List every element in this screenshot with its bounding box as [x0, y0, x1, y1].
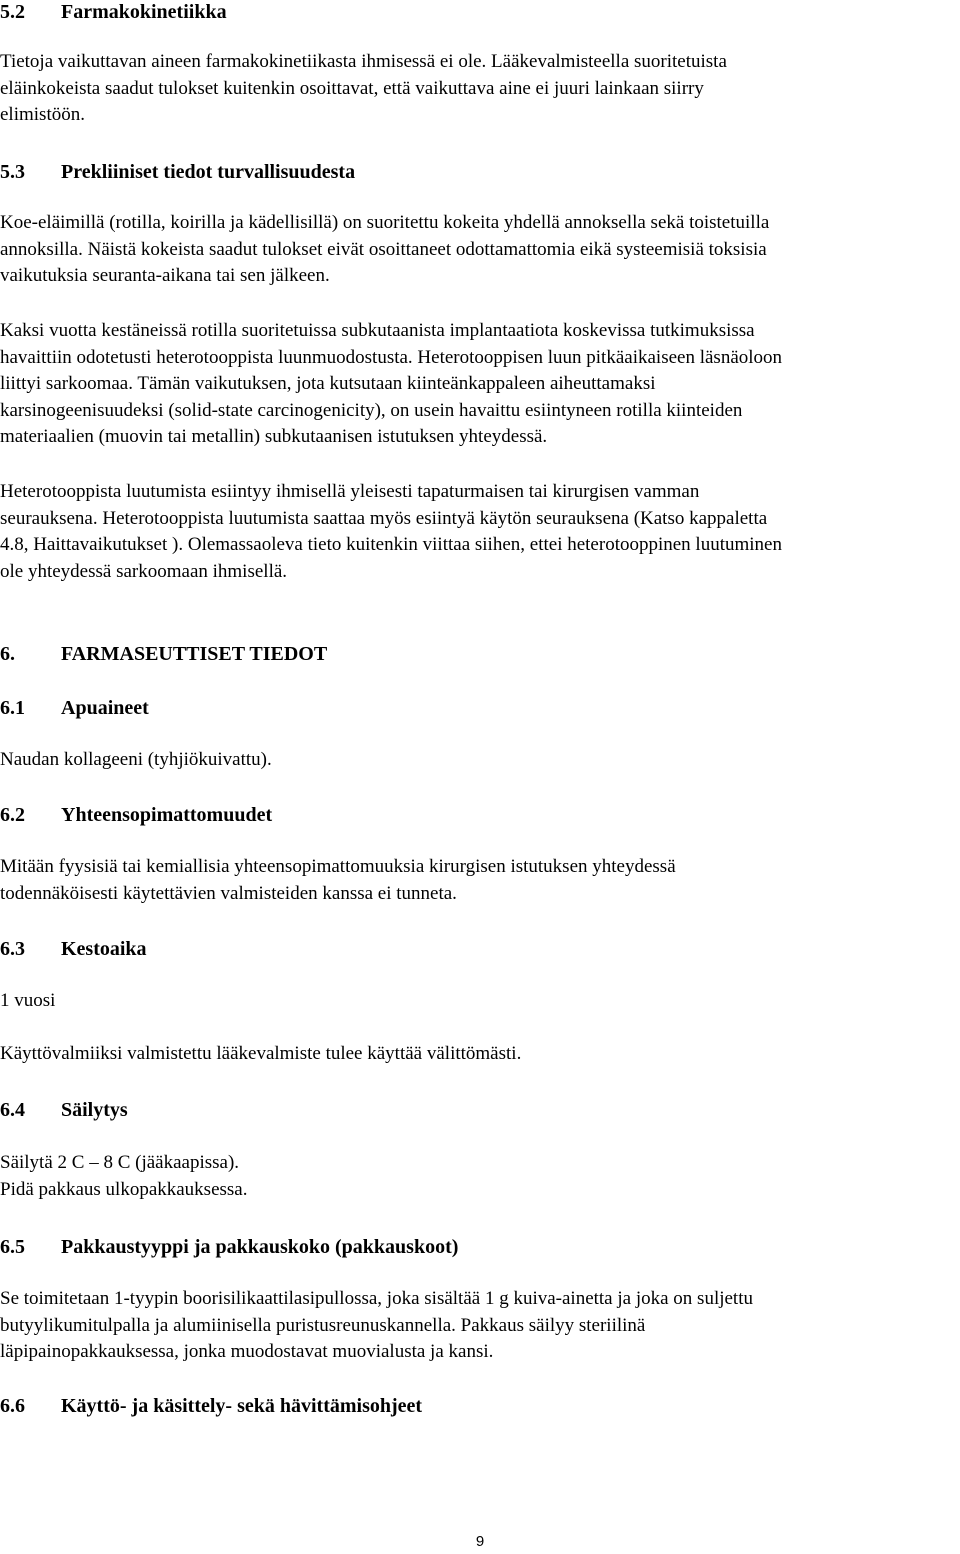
section-number: 6. — [0, 643, 15, 665]
section-title: Pakkaustyyppi ja pakkauskoko (pakkauskoot) — [61, 1236, 459, 1258]
section-number: 6.3 — [0, 938, 25, 960]
paragraph-preclinical-3 — [0, 479, 958, 585]
text-line: Naudan kollageeni (tyhjiökuivattu). — [0, 749, 272, 770]
paragraph-storage — [0, 1150, 958, 1203]
section-title: Apuaineet — [61, 697, 149, 719]
section-heading-6-2 — [0, 803, 272, 827]
text-line: Koe-eläimillä (rotilla, koirilla ja kädellisillä) on suoritettu kokeita yhdellä annoksella sekä toistetuilla — [0, 212, 770, 233]
paragraph-packaging — [0, 1286, 958, 1366]
text-line: läpipainopakkauksessa, jonka muodostavat muovialusta ja kansi. — [0, 1341, 494, 1362]
section-number: 6.6 — [0, 1395, 25, 1417]
section-title: Kestoaika — [61, 938, 147, 960]
paragraph-preclinical-2 — [0, 318, 958, 451]
text-line: eläinkokeista saadut tulokset kuitenkin osoittavat, että vaikuttava aine ei juuri lainkaan siirry — [0, 77, 704, 99]
text-line: elimistöön. — [0, 104, 85, 125]
section-number: 6.1 — [0, 697, 25, 719]
paragraph-preclinical-1 — [0, 210, 958, 290]
paragraph-shelf-life — [0, 988, 958, 1015]
text-line: karsinogeenisuudeksi (solid-state carcinogenicity), on usein havaittu esiintyneen rotilla kiinteiden — [0, 399, 743, 421]
section-title: Prekliiniset tiedot turvallisuudesta — [61, 161, 356, 183]
section-heading-5-3 — [0, 160, 355, 184]
section-number: 6.5 — [0, 1236, 25, 1258]
text-line: materiaalien (muovin tai metallin) subkutaanisen istutuksen yhteydessä. — [0, 426, 548, 447]
paragraph-pharmacokinetics — [0, 49, 958, 129]
text-line: Heterotooppista luutumista esiintyy ihmisellä yleisesti tapaturmaisen tai kirurgisen vamman — [0, 481, 700, 502]
section-title: Säilytys — [61, 1099, 128, 1121]
text-line: ole yhteydessä sarkoomaan ihmisellä. — [0, 560, 288, 582]
text-line: 1 vuosi — [0, 990, 56, 1011]
text-line: Käyttövalmiiksi valmistettu lääkevalmiste tulee käyttää välittömästi. — [0, 1043, 522, 1064]
page-number: 9 — [475, 1533, 485, 1550]
section-number: 5.3 — [0, 161, 25, 183]
text-line: Mitään fyysisiä tai kemiallisia yhteensopimattomuuksia kirurgisen istutuksen yhteydessä — [0, 856, 676, 877]
section-title: Farmakokinetiikka — [61, 1, 227, 23]
text-line: seurauksena. Heterotooppista luutumista saattaa myös esiintyä käytön seurauksena (Katso kappaletta — [0, 507, 768, 529]
paragraph-use-immediately — [0, 1041, 958, 1068]
text-line: Se toimitetaan 1-tyypin boorisilikaattilasipullossa, joka sisältää 1 g kuiva-ainetta ja joka on suljettu — [0, 1288, 753, 1309]
text-line: Säilytä 2 C – 8 C (jääkaapissa). — [0, 1152, 240, 1173]
text-line: vaikutuksia seuranta-aikana tai sen jälkeen. — [0, 265, 330, 286]
section-heading-5-2 — [0, 0, 227, 24]
text-line: todennäköisesti käytettävien valmisteiden kanssa ei tunneta. — [0, 882, 457, 904]
section-heading-6-1 — [0, 696, 149, 720]
section-heading-6-4 — [0, 1098, 128, 1122]
text-line: Kaksi vuotta kestäneissä rotilla suoritetuissa subkutaanista implantaatiota koskevissa tutkimuksissa — [0, 320, 755, 341]
section-number: 6.4 — [0, 1099, 25, 1121]
text-line: butyylikumitulpalla ja alumiinisella puristusreunuskannella. Pakkaus säilyy steriilinä — [0, 1314, 646, 1336]
text-line: Pidä pakkaus ulkopakkauksessa. — [0, 1178, 248, 1200]
section-heading-6-5 — [0, 1235, 458, 1259]
text-line: annoksilla. Näistä kokeista saadut tulokset eivät osoittaneet odottamattomia eikä systeemisiä toksisia — [0, 238, 767, 260]
section-number: 6.2 — [0, 804, 25, 826]
section-title: Yhteensopimattomuudet — [61, 804, 273, 826]
section-heading-6-6 — [0, 1394, 422, 1418]
text-line: 4.8, Haittavaikutukset ). Olemassaoleva tieto kuitenkin viittaa siihen, ettei heterotooppinen luutuminen — [0, 534, 782, 555]
section-number: 5.2 — [0, 1, 25, 23]
paragraph-incompatibilities — [0, 854, 958, 907]
section-heading-6 — [0, 642, 327, 666]
section-title: Käyttö- ja käsittely- sekä hävittämisohjeet — [61, 1395, 423, 1417]
text-line: Tietoja vaikuttavan aineen farmakokinetiikasta ihmisessä ei ole. Lääkevalmisteella suoritetuista — [0, 51, 727, 72]
paragraph-excipients — [0, 747, 958, 774]
section-title: FARMASEUTTISET TIEDOT — [61, 643, 328, 665]
text-line: havaittiin odotetusti heterotooppista luunmuodostusta. Heterotooppisen luun pitkäaikaiseen läsnäoloon — [0, 346, 783, 368]
section-heading-6-3 — [0, 937, 147, 961]
text-line: liittyi sarkoomaa. Tämän vaikutuksen, jota kutsutaan kiinteänkappaleen aiheuttamaksi — [0, 373, 656, 394]
